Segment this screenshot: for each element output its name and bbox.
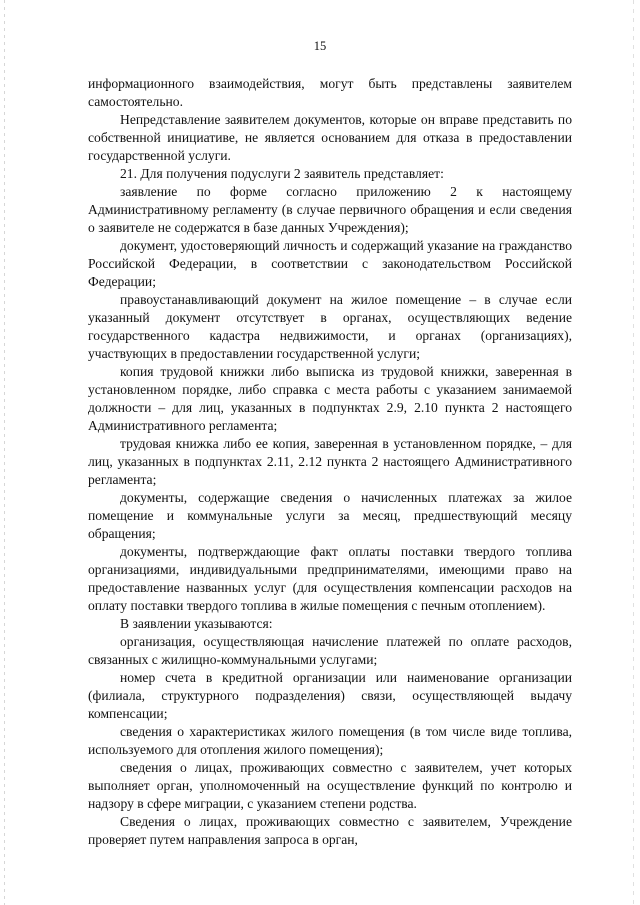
list-item-organization: организация, осуществляющая начисление платежей по оплате расходов, связанных с жилищно-коммунальными услугами; [88,634,572,667]
list-item-application: заявление по форме согласно приложению 2 к настоящему Административному регламенту (в случае первичного обращения и если сведения о заявителе не содержатся в базе данных Учреждения); [88,184,572,235]
paragraph-application-contents: В заявлении указываются: [120,616,273,631]
page-number: 15 [313,39,327,53]
list-item-employment-record: трудовая книжка либо ее копия, заверенная в установленном порядке, – для лиц, указанных в подпунктах 2.11, 2.12 пункта 2 настоящего Административного регламента; [88,436,572,487]
list-item-cohabitants: сведения о лицах, проживающих совместно с заявителем, учет которых выполняет орган, уполномоченный на осуществление функций по контролю и надзору в сфере миграции, с указанием степени родства. [88,760,572,811]
paragraph-non-submission: Непредставление заявителем документов, которые он вправе представить по собственной инициативе, не является основанием для отказа в предоставлении государственной услуги. [88,112,572,163]
list-item-fuel-payment: документы, подтверждающие факт оплаты поставки твердого топлива организациями, индивидуальными предпринимателями, имеющими право на предоставление названных услуг (для осуществления компенсации расходов на оплату поставки твердого топлива в жилые помещения с печным отоплением). [88,544,572,613]
list-item-account-number: номер счета в кредитной организации или наименование организации (филиала, структурного подразделения) связи, осуществляющей выдачу компенсации; [88,670,572,721]
list-item-title-document: правоустанавливающий документ на жилое помещение – в случае если указанный документ отсутствует в органах, осуществляющих ведение государственного кадастра недвижимости, и органах (организациях), участвующих в предоставлении государственной услуги; [88,292,572,361]
paragraph-verification: Сведения о лицах, проживающих совместно с заявителем, Учреждение проверяет путем направления запроса в орган, [88,814,572,847]
list-item-dwelling-characteristics: сведения о характеристиках жилого помещения (в том числе виде топлива, используемого для отопления жилого помещения); [88,724,572,757]
list-item-identity-document: документ, удостоверяющий личность и содержащий указание на гражданство Российской Федерации, в соответствии с законодательством Российской Федерации; [88,238,572,289]
paragraph-continuation: информационного взаимодействия, могут быть представлены заявителем самостоятельно. [88,76,572,109]
document-body [88,75,572,849]
list-item-payment-documents: документы, содержащие сведения о начисленных платежах за жилое помещение и коммунальные услуги за месяц, предшествующий месяцу обращения; [88,490,572,541]
scan-edge-right [633,0,634,905]
list-item-employment-record-copy: копия трудовой книжки либо выписка из трудовой книжки, заверенная в установленном порядке, либо справка с места работы с указанием занимаемой должности – для лиц, указанных в подпунктах 2.9, 2.10 пункта 2 настоящего Административного регламента; [88,364,572,433]
paragraph-clause-21: 21. Для получения подуслуги 2 заявитель представляет: [120,166,444,181]
scan-edge-left [4,0,5,905]
